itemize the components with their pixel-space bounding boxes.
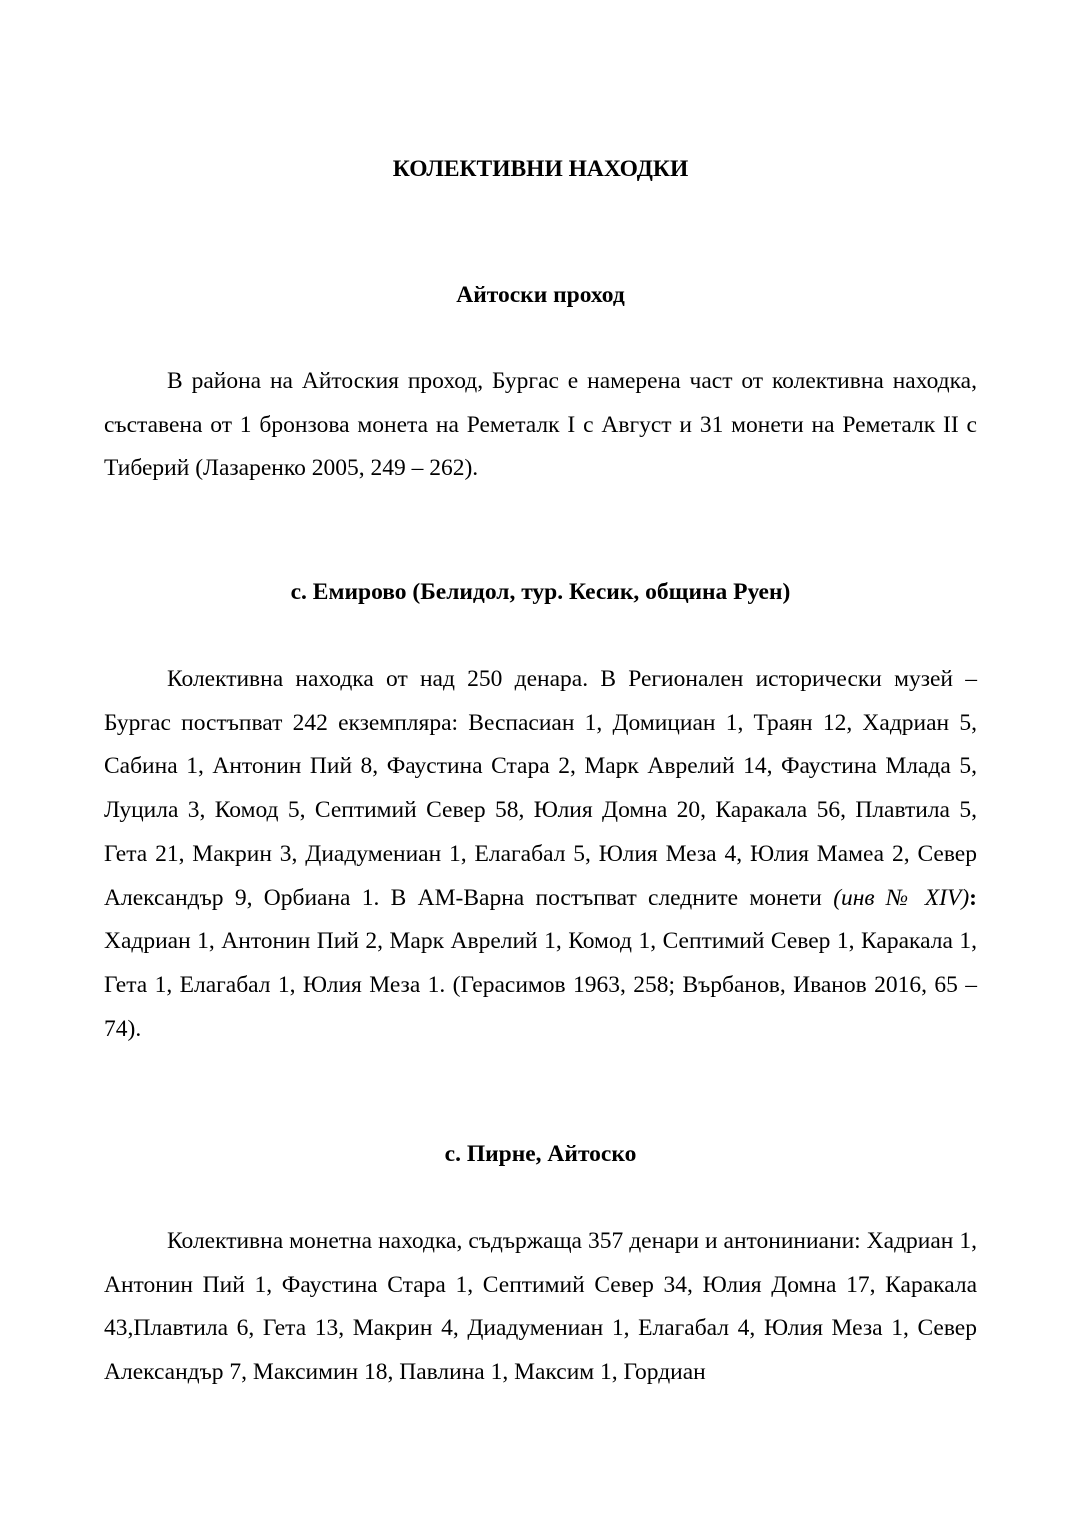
section-heading-aitoski-prohod: Айтоски проход	[456, 282, 625, 308]
paragraph-text: Хадриан 1, Антонин Пий 2, Марк Аврелий 1, Комод 1, Септимий Север 1, Каракала 1, Гета 1, Елагабал 1, Юлия Меза 1. (Герасимов 1963, 258; Върбанов, Иванов 2016, 65 – 74).	[104, 928, 977, 1042]
inventory-reference: (инв № XIV)	[833, 884, 970, 911]
section-paragraph-emirovo	[104, 658, 977, 1051]
section-paragraph-pirne: Колективна монетна находка, съдържаща 357 денари и антониниани: Хадриан 1, Антонин Пий 1, Фаустина Стара 1, Септимий Север 34, Юлия Домна 17, Каракала 43,Плавтила 6, Гета 13, Макрин 4, Диадумениан 1, Елагабал 4, Юлия Меза 1, Север Александър 7, Максимин 18, Павлина 1, Максим 1, Гордиан	[104, 1228, 977, 1386]
section-heading-pirne: с. Пирне, Айтоско	[444, 1141, 637, 1167]
section-heading-emirovo: с. Емирово (Белидол, тур. Кесик, община Руен)	[290, 579, 791, 605]
paragraph-text: Колективна находка от над 250 денара. В Регионален исторически музей – Бургас постъпват 242 екземпляра: Веспасиан 1, Домициан 1, Траян 12, Хадриан 5, Сабина 1, Антонин Пий 8, Фаустина Стара 2, Марк Аврелий 14, Фаустина Млада 5, Луцила 3, Комод 5, Септимий Север 58, Юлия Домна 20, Каракала 56, Плавтила 5, Гета 21, Макрин 3, Диадумениан 1, Елагабал 5, Юлия Меза 4, Юлия Мамеа 2, Север Александър 9, Орбиана 1. В АМ-Варна постъпват следните монети	[104, 666, 977, 911]
section-paragraph-aitoski-prohod: В района на Айтоския проход, Бургас е намерена част от колективна находка, съставена от 1 бронзова монета на Реметалк I с Август и 31 монети на Реметалк II с Тиберий (Лазаренко 2005, 249 – 262).	[104, 368, 977, 482]
colon-mark: :	[969, 884, 977, 911]
page-title: КОЛЕКТИВНИ НАХОДКИ	[392, 156, 689, 182]
